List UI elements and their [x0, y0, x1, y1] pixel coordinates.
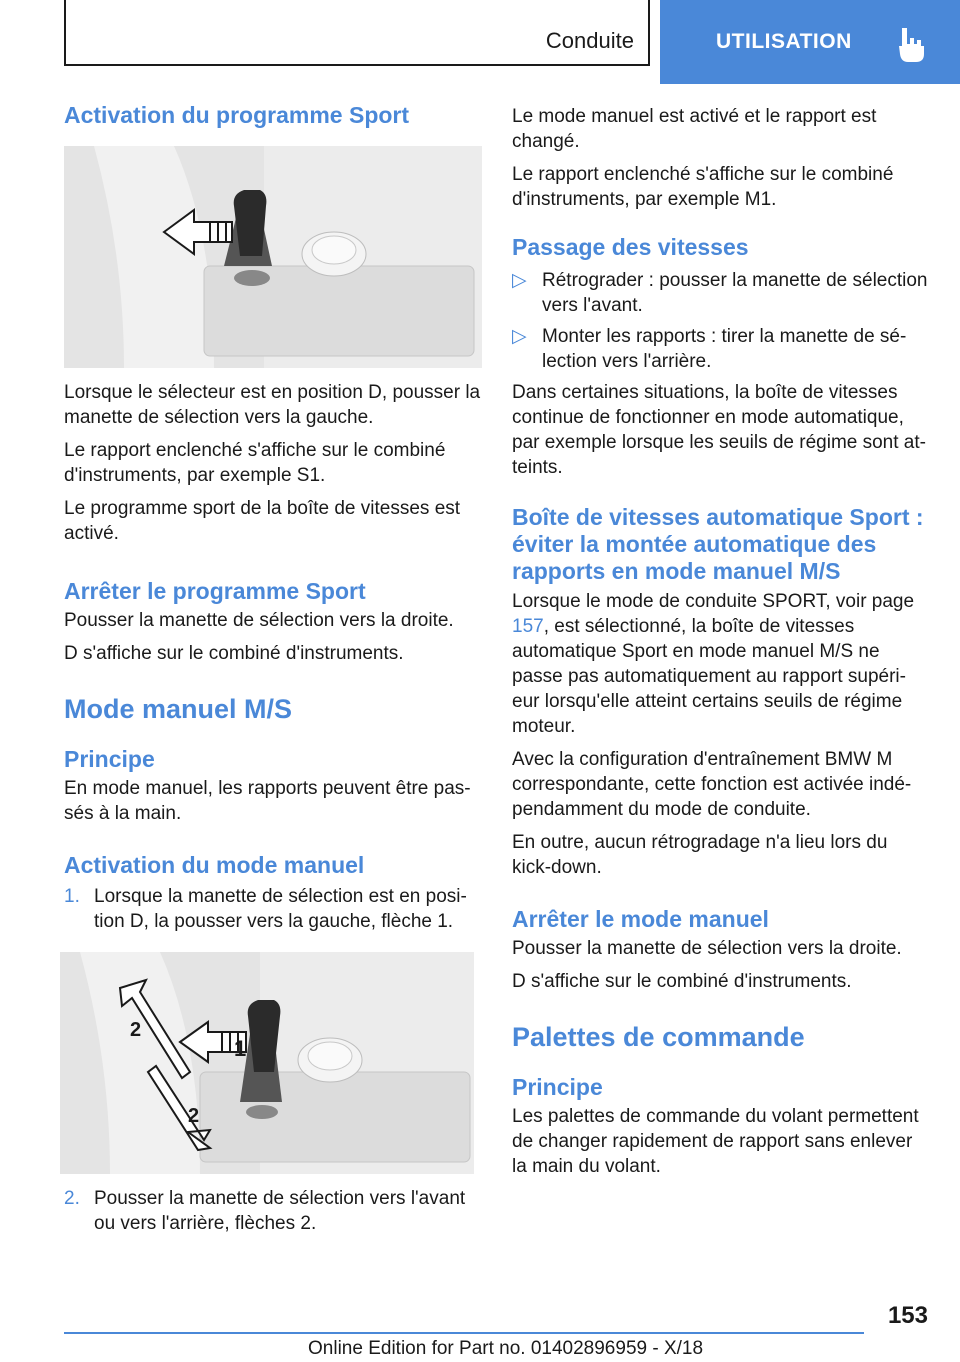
bullet-text: Rétrograder : pousser la manette de sélection vers l'avant.	[542, 270, 928, 316]
bullet-triangle-icon: ▷	[512, 270, 527, 291]
heading-stop-sport: Arrêter le programme Sport	[64, 578, 366, 604]
gear-selector-figure-arrows	[60, 952, 474, 1174]
step-number: 1.	[64, 886, 80, 907]
paragraph: En mode manuel, les rapports peuvent être pas-sés à la main.	[64, 778, 471, 824]
heading-palettes: Palettes de commande	[512, 1022, 805, 1052]
step-text: Pousser la manette de sélection vers l'avant ou vers l'arrière, flèches 2.	[94, 1188, 466, 1234]
edition-text: Online Edition for Part no. 01402896959 - X/18	[308, 1338, 704, 1359]
left-column	[64, 100, 482, 1236]
paragraph: Pousser la manette de sélection vers la droite.	[512, 938, 902, 959]
heading-activation-manuel: Activation du mode manuel	[64, 852, 365, 878]
heading-mode-manuel: Mode manuel M/S	[64, 694, 293, 724]
bullet-text: Monter les rapports : tirer la manette de sé-lection vers l'arrière.	[542, 326, 907, 372]
paragraph: D s'affiche sur le combiné d'instruments.	[64, 643, 404, 664]
right-column	[512, 104, 928, 1179]
arrow-label-2-bottom: 2	[188, 1105, 200, 1127]
heading-boite-sport: Boîte de vitesses automatique Sport : éviter la montée automatique des rapports en mode manuel M/S	[512, 504, 924, 584]
paragraph: Avec la configuration d'entraînement BMW M correspondante, cette fonction est activée indé-pendamment du mode de conduite.	[512, 749, 912, 820]
heading-stop-manuel: Arrêter le mode manuel	[512, 906, 769, 932]
paragraph: Lorsque le sélecteur est en position D, pousser la manette de sélection vers la gauche.	[64, 382, 481, 428]
step-2	[64, 1186, 482, 1236]
pointing-hand-icon	[892, 24, 932, 64]
paragraph: Les palettes de commande du volant permettent de changer rapidement de rapport sans enlever la main du volant.	[512, 1106, 919, 1177]
heading-activation-sport: Activation du programme Sport	[64, 102, 410, 128]
gear-selector-illustration	[64, 146, 482, 368]
paragraph: Le programme sport de la boîte de vitesses est activé.	[64, 498, 461, 544]
bullet-triangle-icon: ▷	[512, 326, 527, 347]
paragraph: Le rapport enclenché s'affiche sur le combiné d'instruments, par exemple S1.	[64, 440, 446, 486]
paragraph: D s'affiche sur le combiné d'instruments.	[512, 971, 852, 992]
paragraph-text: Lorsque le mode de conduite SPORT, voir page	[512, 591, 915, 612]
paragraph: Dans certaines situations, la boîte de vitesses continue de fonctionner en mode automatique, par exemple lorsque les seuils de régime sont at-teints.	[512, 382, 926, 478]
arrow-label-1: 1	[234, 1036, 247, 1061]
heading-passage: Passage des vitesses	[512, 234, 749, 260]
paragraph: Pousser la manette de sélection vers la droite.	[64, 610, 454, 631]
section-title: Conduite	[545, 28, 634, 53]
bullet-item	[512, 324, 928, 374]
header-section-box	[64, 0, 650, 66]
step-text: Lorsque la manette de sélection est en posi-tion D, la pousser vers la gauche, flèche 1.	[94, 886, 467, 932]
heading-principe-palettes: Principe	[512, 1074, 603, 1100]
gear-selector-arrows-illustration	[60, 952, 474, 1174]
heading-principe: Principe	[64, 746, 155, 772]
footer-divider	[64, 1332, 864, 1334]
step-number: 2.	[64, 1188, 80, 1209]
paragraph: En outre, aucun rétrogradage n'a lieu lors du kick-down.	[512, 832, 888, 878]
paragraph-text: , est sélectionné, la boîte de vitesses automatique Sport en mode manuel M/S ne passe pas automatiquement au rapport supéri-eur lorsqu'elle atteint certains seuils de régime moteur.	[512, 616, 906, 737]
chapter-tab[interactable]	[660, 0, 960, 84]
arrow-label-2-top: 2	[130, 1019, 142, 1041]
page-link[interactable]: 157	[512, 616, 544, 637]
page-number: 153	[887, 1302, 928, 1329]
bullet-item	[512, 268, 928, 318]
step-1	[64, 884, 482, 934]
paragraph: Le rapport enclenché s'affiche sur le combiné d'instruments, par exemple M1.	[512, 164, 894, 210]
chapter-tab-label: UTILISATION	[716, 30, 852, 53]
paragraph	[512, 589, 928, 739]
paragraph: Le mode manuel est activé et le rapport est changé.	[512, 106, 877, 152]
gear-selector-figure-left	[64, 146, 482, 368]
